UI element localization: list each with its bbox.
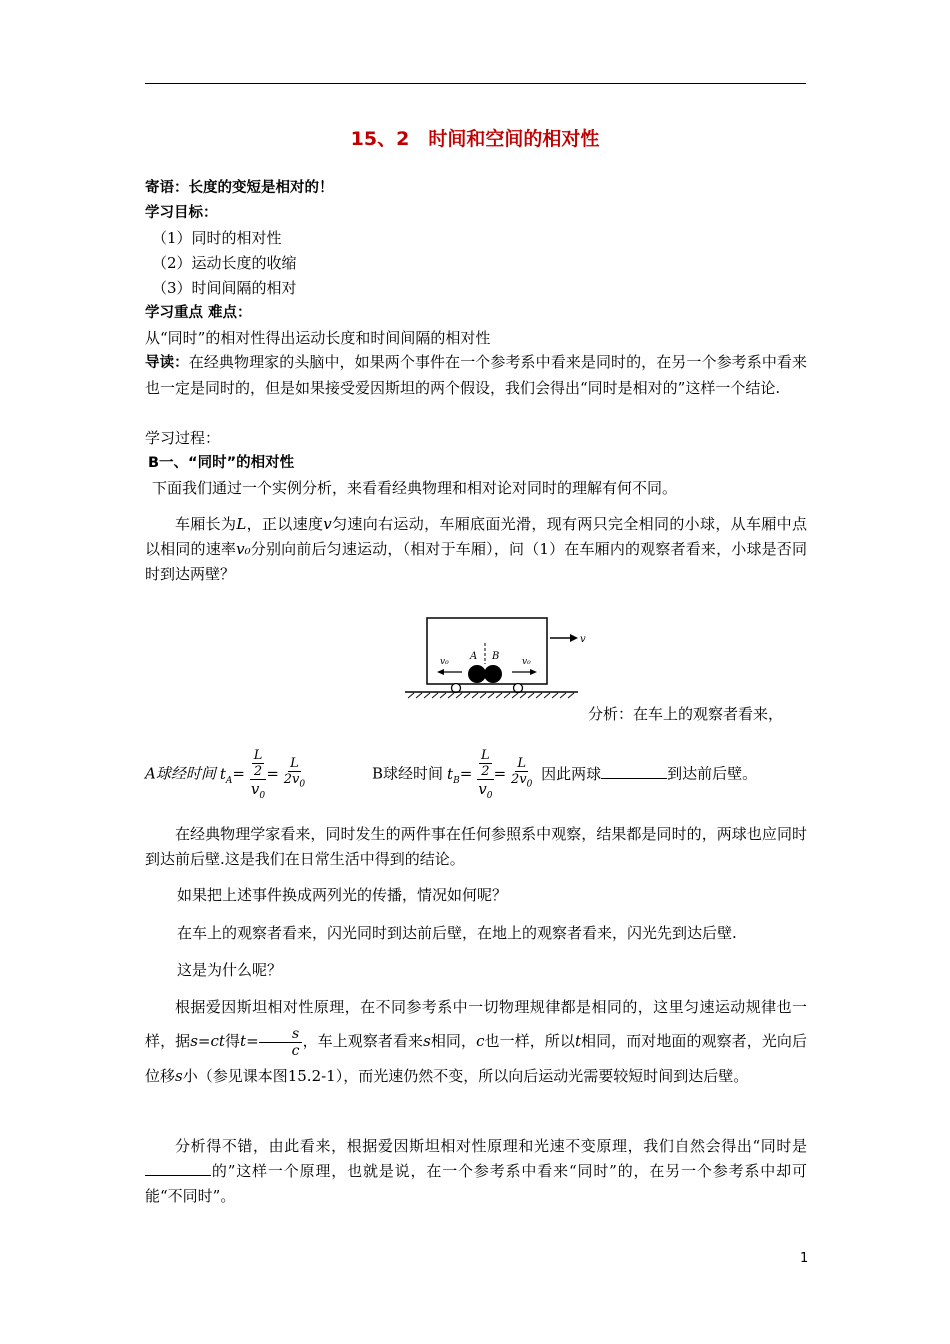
conclusion-paragraph [145,1134,807,1209]
key-heading: 学习重点 难点： [145,305,252,321]
goal-item: （1）同时的相对性 [152,229,282,247]
v0-left-label: v₀ [440,657,449,667]
text-run: 相同，而对地面的观察者，光向后位移 [145,1032,807,1085]
ball-b-label: B [492,651,500,662]
wheel-left [452,684,461,693]
section-b-heading: B一、“同时”的相对性 [148,455,295,471]
ball-b [484,665,502,683]
light-question: 如果把上述事件换成两列光的传播，情况如何呢？ [177,886,508,904]
text-run: 分别向前后匀速运动，（相对于车厢），问（1）在车厢内的观察者看来，小球是否同时到达两壁？ [145,540,807,583]
fraction-ta-2: $\frac{L}{2v_0}$ [283,756,306,790]
intro-paragraph [145,350,807,401]
page-title: 15、2 时间和空间的相对性 [350,128,600,150]
fill-blank-1[interactable] [601,764,667,779]
text-run: 小（参见课本图15.2-1），而光速仍然不变，所以向后运动光需要较短时间到达后壁。 [182,1066,749,1085]
intro-label: 导读： [145,355,189,371]
text-run: ，正以速度 [246,515,324,533]
left-arrowhead [437,669,444,675]
var-s: s [423,1032,431,1050]
var-t: t [240,1032,247,1050]
goals-heading: 学习目标： [145,205,218,221]
why-question: 这是为什么呢？ [177,961,283,979]
text-run: 也一样，所以 [484,1032,575,1050]
train-car-figure [400,610,600,702]
intro-text: 在经典物理家的头脑中，如果两个事件在一个参考系中看来是同时的，在另一个参考系中看来也一定是同时的，但是如果接受爱因斯坦的两个假设，我们会得出“同时是相对的”这样一个结论. [145,353,807,397]
section-intro: 下面我们通过一个实例分析，来看看经典物理和相对论对同时的理解有何不同。 [152,479,678,497]
wheel-right [514,684,523,693]
fraction-tb-2: $\frac{L}{2v_0}$ [511,756,533,790]
header-rule [145,83,806,84]
formula-tail: 因此两球 [541,764,602,783]
var-t: t [574,1032,581,1050]
fraction-ta: $\frac{\frac{L}{2}}{v_0}$ [250,748,266,801]
text-run: 的”这样一个原理，也就是说，在一个参考系中看来“同时”的，在另一个参考系中却可能“不同时”。 [145,1162,807,1205]
fraction-tb: $\frac{\frac{L}{2}}{v_0}$ [478,748,493,801]
formula-b-label: B球经时间 [372,764,444,783]
var-v0: v₀ [236,540,251,558]
fill-blank-2[interactable] [145,1161,211,1176]
formula-a: A球经时间 $t_A=$ $\frac{\frac{L}{2}}{v_0}$ = $\frac{L}{2v_0}$ [145,748,306,801]
text-run: 相同， [430,1032,477,1050]
page-number: 1 [800,1251,809,1266]
text-run: 车厢长为 [175,515,237,533]
text-run: 得 [224,1032,241,1050]
tb-symbol: $t_B$ [447,764,460,786]
process-heading: 学习过程： [145,429,221,447]
problem-paragraph [145,512,807,587]
velocity-arrowhead [570,634,578,642]
text-run: ，车上观察者看来 [302,1032,424,1050]
var-c: c [476,1032,485,1050]
v0-right-label: v₀ [522,657,531,667]
ta-symbol: $t_A$ [219,764,233,786]
fraction-s-over-c: $\frac{s}{c}$ [259,1026,303,1059]
velocity-label: v [580,634,586,645]
goal-item: （3）时间间隔的相对 [152,279,297,297]
var-s: s [175,1066,183,1085]
text-run: 根据爱因斯坦相对性原理，在不同参考系中一切物理规律都是相同的，这里匀速运动规律也一样，据 [145,998,807,1050]
key-text: 从“同时”的相对性得出运动长度和时间间隔的相对性 [145,329,491,347]
text-run: 匀速向右运动，车厢底面光滑，现有两只完全相同的小球，从车厢中点以相同的速率 [145,515,807,558]
eq-s-ct: s=ct [190,1032,225,1050]
analysis-lead: 分析：在车上的观察者看来， [588,705,784,723]
text-run: 分析得不错，由此看来，根据爱因斯坦相对性原理和光速不变原理，我们自然会得出“同时是 [175,1137,807,1155]
goal-item: （2）运动长度的收缩 [152,254,297,272]
right-arrowhead [530,669,537,675]
formula-b: B球经时间 $t_B=$ $\frac{\frac{L}{2}}{v_0}$ = $\frac{L}{2v_0}$ 因此两球 到达前后壁。 [372,748,758,801]
light-answer: 在车上的观察者看来，闪光同时到达前后壁，在地上的观察者看来，闪光先到达后壁. [177,924,737,942]
classical-paragraph: 在经典物理学家看来，同时发生的两件事在任何参照系中观察，结果都是同时的，两球也应同时到达前后壁.这是我们在日常生活中得到的结论。 [145,825,807,868]
ground-hatching [408,693,574,698]
einstein-paragraph: 根据爱因斯坦相对性原理，在不同参考系中一切物理规律都是相同的，这里匀速运动规律也一样，据s=ct得t= $\frac{s}{c}$ ，车上观察者看来s相同，c也一样，所以t相同，而对地面的观察者，光向后位移s小（参见课本图15.2-1），而光速仍然不变，所以向后运动光需要较短时间到达后壁。 [145,998,807,1085]
formula-tail2: 到达前后壁。 [667,764,758,783]
var-L: L [236,515,247,533]
ball-a [468,665,486,683]
ball-a-label: A [470,651,478,662]
var-v: v [323,515,332,533]
formula-a-label: A球经时间 [145,764,216,783]
motto: 寄语：长度的变短是相对的！ [145,180,334,196]
